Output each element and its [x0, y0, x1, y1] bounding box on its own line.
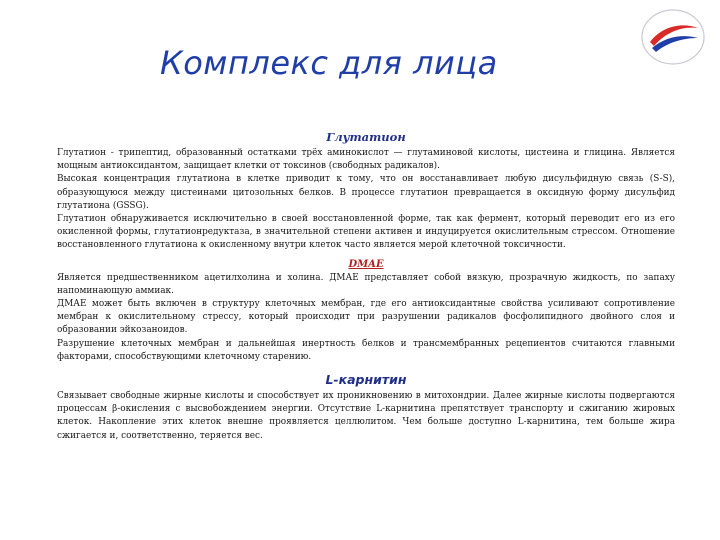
paragraph: Глутатион - трипептид, образованный остатками трёх аминокислот — глутаминовой кислоты, цистеина и глицина. Является мощным антиоксидантом, защищает клетки от токсинов (свободных радикалов).: [57, 148, 675, 172]
paragraph: Связывает свободные жирные кислоты и способствует их проникновению в митохондрии. Далее жирные кислоты подвергаются процессам β-окисления с высвобождением энергии. Отсутствие L-карнитина препятствует транспорту и сжиганию жировых клеток. Накопление этих клеток внешне проявляется целлюлитом. Чем больше доступно L-карнитина, тем больше жира сжигается и, соответственно, теряется вес.: [57, 391, 675, 441]
section-heading-glutathione: Глутатион: [326, 130, 406, 144]
content: [57, 130, 675, 443]
page-title: Комплекс для лица: [160, 44, 498, 82]
paragraph: Разрушение клеточных мембран и дальнейшая инертность белков и трансмембранных рецепиентов считаются главными факторами, способствующими клеточному старению.: [57, 338, 675, 362]
paragraph: Является предшественником ацетилхолина и холина. ДМАЕ представляет собой вязкую, прозрачную жидкость, по запаху напоминающую аммиак.: [57, 272, 675, 296]
swoosh-logo-icon: [640, 8, 706, 66]
section-heading-dmae: DMAE: [348, 258, 384, 270]
section-heading-l-carnitine: L-карнитин: [325, 372, 407, 388]
paragraph: ДМАЕ может быть включен в структуру клеточных мембран, где его антиоксидантные свойства усиливают сопротивление мембран к окислительному стрессу, который происходит при разрушении радикалов фосфолипидного двойного слоя и образовании эйкозаноидов.: [57, 299, 675, 336]
paragraph: Глутатион обнаруживается исключительно в своей восстановленной форме, так как фермент, который переводит его из его окисленной формы, глутатионредуктаза, в значительной степени активен и индуцируется окислительным стрессом. Отношение восстановленного глутатиона к окисленному внутри клеток часто является мерой клеточной токсичности.: [57, 214, 675, 251]
paragraph: Высокая концентрация глутатиона в клетке приводит к тому, что он восстанавливает любую дисульфидную связь (S-S), образующуюся между цистеинами цитозольных белков. В процессе глутатион превращается в оксидную форму дисульфид глутатиона (GSSG).: [57, 174, 675, 211]
